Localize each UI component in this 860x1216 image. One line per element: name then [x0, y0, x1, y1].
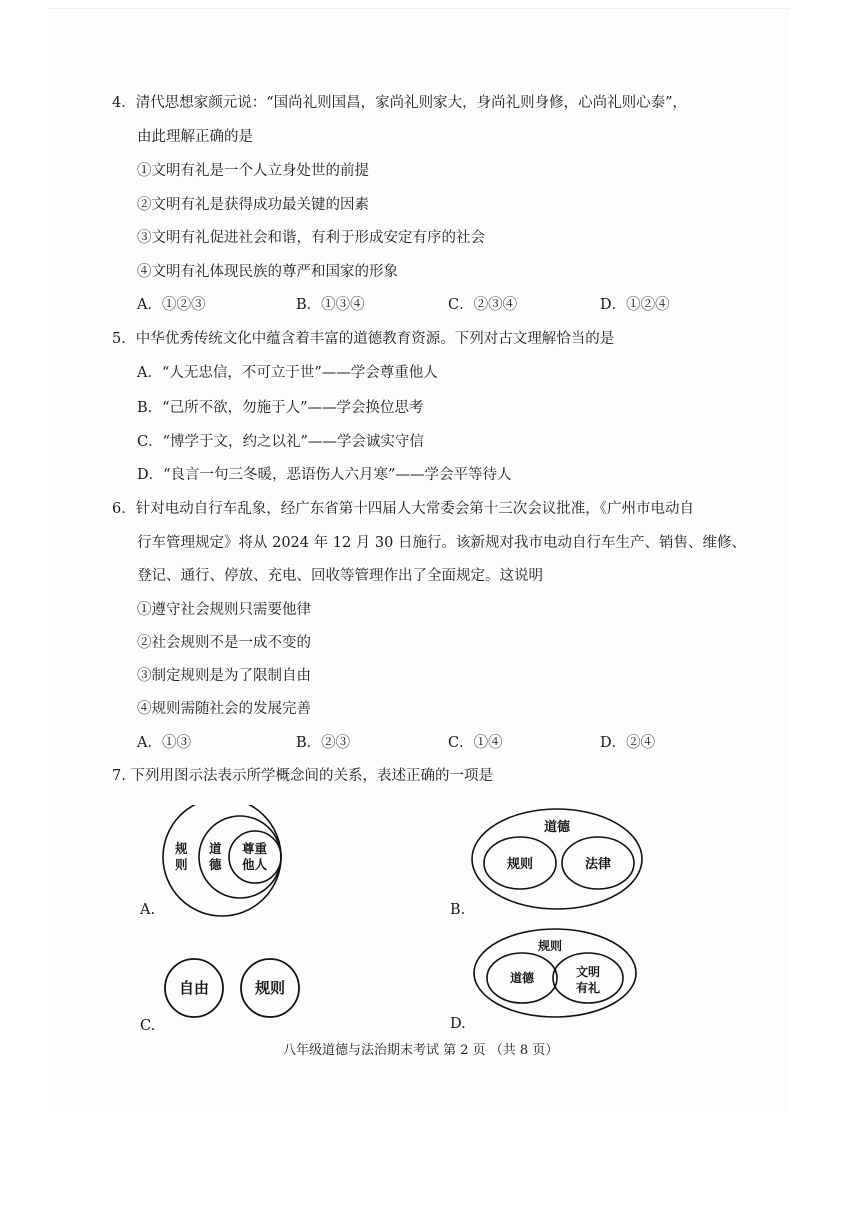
q5-option-d[interactable]: D．“良言一句三冬暖，恶语伤人六月寒”——学会平等待人: [137, 467, 512, 483]
q5-option-a[interactable]: A．“人无忠信，不可立于世”——学会尊重他人: [137, 365, 438, 381]
diagram-a-outer-label-1: 规: [175, 841, 188, 856]
diagram-c-right-label: 规则: [254, 979, 286, 997]
diagram-a-middle-label-1: 道: [209, 841, 222, 856]
diagram-d-right-label-2: 有礼: [575, 981, 601, 995]
diagram-a-nested-circles: [158, 805, 293, 917]
diagram-b-label[interactable]: B.: [450, 902, 466, 918]
diagram-b-left-label: 规则: [506, 857, 534, 872]
diagram-d-outer-label: 规则: [537, 939, 563, 953]
diagram-b-outer-label: 道德: [543, 820, 571, 835]
diagram-d-ellipses: [470, 926, 640, 1021]
q6-option-c[interactable]: C．①④: [448, 735, 503, 751]
q5-stem: 5．中华优秀传统文化中蕴含着丰富的道德教育资源。下列对古文理解恰当的是: [112, 331, 615, 347]
diagram-b-right-label: 法律: [584, 857, 612, 872]
q6-stem-line3: 登记、通行、停放、充电、回收等管理作出了全面规定。这说明: [137, 568, 543, 584]
q6-item-4: ④规则需随社会的发展完善: [137, 701, 311, 717]
q4-item-3: ③文明有礼促进社会和谐，有利于形成安定有序的社会: [137, 230, 485, 246]
diagram-c-label[interactable]: C.: [140, 1018, 156, 1034]
q5-option-b[interactable]: B．“己所不欲，勿施于人”——学会换位思考: [137, 400, 424, 416]
diagram-a-inner-label-1: 尊重: [242, 841, 268, 856]
diagram-d-label[interactable]: D.: [450, 1016, 466, 1032]
diagram-a-middle-label-2: 德: [209, 857, 222, 872]
diagram-c-left-label: 自由: [178, 979, 210, 997]
q5-option-c[interactable]: C．“博学于文，约之以礼”——学会诚实守信: [137, 434, 424, 450]
q7-stem: 7. 下列用图示法表示所学概念间的关系，表述正确的一项是: [112, 768, 493, 784]
q6-option-b[interactable]: B．②③: [296, 735, 351, 751]
q6-item-3: ③制定规则是为了限制自由: [137, 668, 311, 684]
diagram-a-outer-label-2: 则: [175, 857, 188, 872]
diagram-d-right-label-1: 文明: [575, 965, 601, 979]
q6-stem-line2: 行车管理规定》将从 2024 年 12 月 30 日施行。该新规对我市电动自行车生产、销售、维修、: [137, 535, 746, 551]
page-footer: 八年级道德与法治期末考试 第 2 页 （共 8 页）: [283, 1043, 559, 1058]
q4-option-c[interactable]: C．②③④: [448, 297, 518, 313]
diagram-a-label[interactable]: A.: [140, 902, 156, 918]
diagram-c-separate-circles: [160, 958, 310, 1020]
q4-item-2: ②文明有礼是获得成功最关键的因素: [137, 197, 369, 213]
q6-option-a[interactable]: A．①③: [137, 735, 191, 751]
diagram-a-inner-label-2: 他人: [242, 857, 268, 872]
diagram-d-left-label: 道德: [509, 971, 535, 985]
q4-item-4: ④文明有礼体现民族的尊严和国家的形象: [137, 264, 398, 280]
q4-option-a[interactable]: A．①②③: [137, 297, 206, 313]
diagram-b-ellipses: [468, 805, 646, 913]
q4-option-d[interactable]: D．①②④: [600, 297, 670, 313]
q4-stem-line2: 由此理解正确的是: [137, 129, 253, 145]
q6-stem-line1: 6．针对电动自行车乱象，经广东省第十四届人大常委会第十三次会议批准，《广州市电动自: [112, 501, 694, 517]
q6-option-d[interactable]: D．②④: [600, 735, 656, 751]
q4-option-b[interactable]: B．①③④: [296, 297, 365, 313]
q4-item-1: ①文明有礼是一个人立身处世的前提: [137, 163, 369, 179]
q6-item-1: ①遵守社会规则只需要他律: [137, 602, 311, 618]
q6-item-2: ②社会规则不是一成不变的: [137, 635, 311, 651]
q4-stem-line1: 4．清代思想家颜元说：“国尚礼则国昌，家尚礼则家大，身尚礼则身修，心尚礼则心泰”，: [112, 95, 688, 111]
